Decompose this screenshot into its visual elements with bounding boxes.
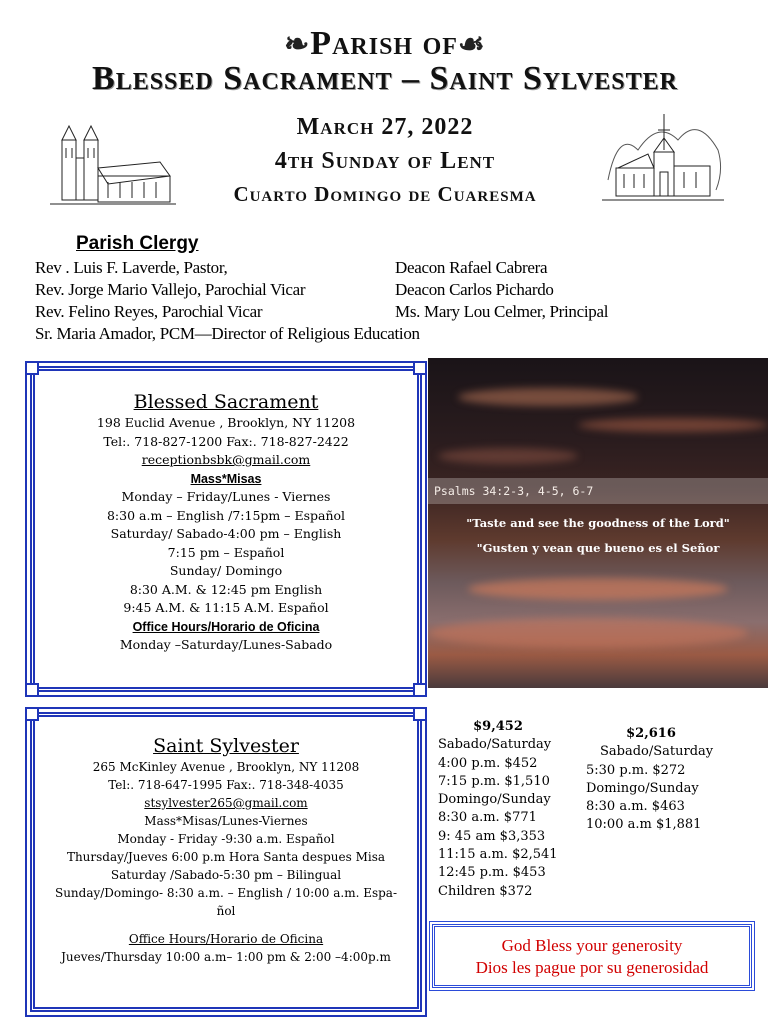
blessing-english: God Bless your generosity [501,936,683,955]
clergy-member: Deacon Carlos Pichardo [395,280,554,299]
blessed-sacrament-church-sketch [48,118,178,218]
box-corner-ornament [413,683,427,697]
mass-time: Saturday /Sabado-5:30 pm – Bilingual [110,868,342,882]
collection-line: Domingo/Sunday [586,780,699,796]
liturgical-sunday-es: Cuarto Domingo de Cuaresma [233,182,537,206]
church-address: 265 McKinley Avenue , Brooklyn, NY 11208 [92,760,360,774]
blessed-sacrament-box [30,366,422,692]
collection-line: 10:00 a.m $1,881 [586,817,702,833]
mass-time: Monday - Friday -9:30 a.m. Español [117,832,335,846]
collection-line: 8:30 a.m. $463 [586,799,685,815]
flourish-left-icon: ❧ [284,28,311,61]
church-phones: Tel:. 718-647-1995 Fax:. 718-348-4035 [108,778,344,792]
clergy-member: Ms. Mary Lou Celmer, Principal [395,302,609,321]
mass-time: Sunday/ Domingo [169,563,283,578]
saint-sylvester-church-sketch [598,110,728,220]
mass-time: ñol [216,904,236,918]
bulletin-date: March 27, 2022 [296,114,474,140]
cloud-shape [438,448,578,464]
clergy-member: Rev . Luis F. Laverde, Pastor, [35,258,228,277]
office-hours-heading: Office Hours/Horario de Oficina [132,619,320,634]
mass-time: 7:15 pm – Español [167,544,285,560]
clergy-right-list [395,257,765,323]
mass-time: 9:45 A.M. & 11:15 A.M. Español [123,600,329,615]
mass-time: 8:30 a.m – English /7:15pm – Español [106,507,346,523]
collection-line: 7:15 p.m. $1,510 [438,773,550,789]
office-hours: Jueves/Thursday 10:00 a.m– 1:00 pm & 2:00 –4:00p.m [61,950,391,964]
mass-time: 8:30 A.M. & 12:45 pm English [129,581,323,597]
collection-line: Sabado/Saturday [600,744,714,760]
collection-line: 4:00 p.m. $452 [438,755,538,771]
cloud-shape [428,618,748,648]
clergy-member: Rev. Jorge Mario Vallejo, Parochial Vicar [35,280,306,299]
collection-line: 11:15 a.m. $2,541 [438,847,558,863]
collection-line: Children $372 [438,883,533,899]
box-corner-ornament [413,361,427,375]
collection-line: 9: 45 am $3,353 [438,828,546,844]
church-name: Saint Sylvester [153,735,299,757]
collection-line: 5:30 p.m. $272 [586,762,686,778]
collection-line: Sabado/Saturday [438,737,552,753]
church-email-link[interactable]: stsylvester265@gmail.com [144,796,308,810]
box-corner-ornament [413,707,427,721]
collection-line: 12:45 p.m. $453 [438,865,546,881]
church-phones: Tel:. 718-827-1200 Fax:. 718-827-2422 [103,433,349,449]
quote-english: "Taste and see the goodness of the Lord" [466,516,730,530]
church-name: Blessed Sacrament [133,391,319,413]
church-address: 198 Euclid Avenue , Brooklyn, NY 11208 [96,415,356,430]
quote-spanish: "Gusten y vean que bueno es el Señor [476,541,720,555]
collection-total: $9,452 [473,719,523,734]
saint-sylvester-box [30,712,422,1012]
collection-line: 8:30 a.m. $771 [438,810,537,826]
clergy-member: Rev. Felino Reyes, Parochial Vicar [35,302,263,321]
collection-total: $2,616 [626,726,676,741]
mass-time: Monday – Friday/Lunes - Viernes [121,489,331,504]
blessing-spanish: Dios les pague por su generosidad [475,958,709,977]
mass-heading: Mass*Misas [190,471,262,486]
liturgical-sunday: 4th Sunday of Lent [274,148,496,174]
cloud-shape [578,418,768,432]
collection-blessed-sacrament [438,718,588,901]
collection-saint-sylvester [586,725,756,835]
clergy-member: Sr. Maria Amador, PCM—Director of Religious Education [35,324,420,343]
mass-time: Thursday/Jueves 6:00 p.m Hora Santa despues Misa [66,850,386,864]
parish-title-line2: Blessed Sacrament – Saint Sylvester [92,60,678,97]
collection-line: Domingo/Sunday [438,792,551,808]
box-corner-ornament [25,683,39,697]
mass-time: Saturday/ Sabado-4:00 pm – English [110,526,342,541]
box-corner-ornament [25,707,39,721]
psalm-sky-image [428,358,768,688]
office-hours: Monday –Saturday/Lunes-Sabado [119,637,333,652]
office-hours-heading: Office Hours/Horario de Oficina [128,932,324,946]
cloud-shape [458,388,638,406]
clergy-left-list [35,257,415,323]
church-email-link[interactable]: receptionbsbk@gmail.com [141,452,311,467]
box-corner-ornament [25,361,39,375]
flourish-right-icon: ☙ [457,28,486,61]
parish-title-line1: ❧Parish of☙ [284,25,486,62]
blessing-box [432,924,752,988]
mass-time: Mass*Misas/Lunes-Viernes [144,814,308,828]
cloud-shape [468,578,728,600]
mass-time: Sunday/Domingo- 8:30 a.m. – English / 10:00 a.m. Espa- [54,886,398,900]
clergy-heading: Parish Clergy [76,233,199,254]
psalm-reference: Psalms 34:2-3, 4-5, 6-7 [428,478,768,504]
clergy-member: Deacon Rafael Cabrera [395,258,548,277]
